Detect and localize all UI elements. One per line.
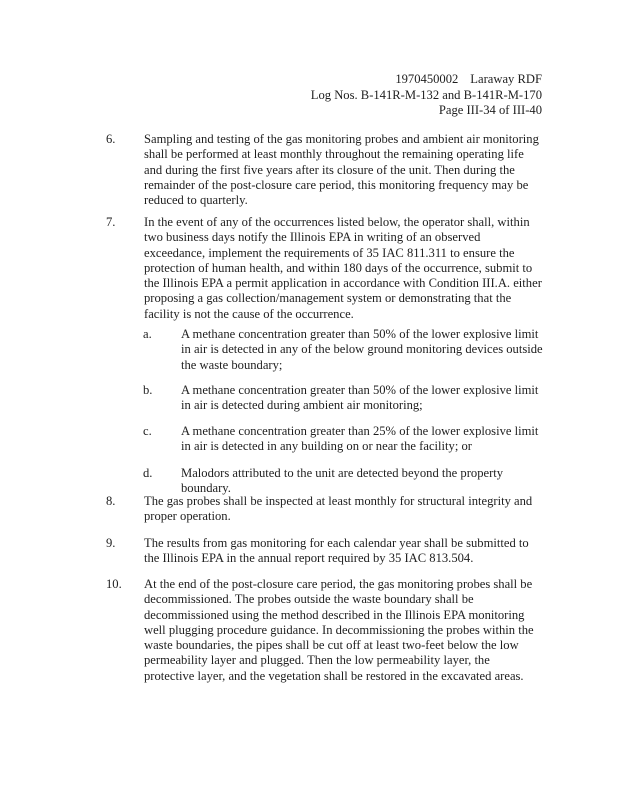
subitem-text: A methane concentration greater than 50% of the lower explosive limit in air is detected in any of the below ground monitoring devices outside the waste boundary; bbox=[181, 327, 543, 372]
item-text: In the event of any of the occurrences listed below, the operator shall, within two business days notify the Illinois EPA in writing of an observed exceedance, implement the requirements of 35 IAC 811.311 to ensure the protection of human health, and within 180 days of the occurrence, submit to the Illinois EPA a permit application in accordance with Condition III.A. either proposing a gas collection/management system or demonstrating that the facility is not the cause of the occurrence. bbox=[144, 215, 542, 321]
page-number: Page III-34 of III-40 bbox=[438, 103, 542, 117]
subitem-letter: c. bbox=[143, 424, 152, 438]
subitem-a bbox=[143, 327, 543, 373]
subitem-text: A methane concentration greater than 25% of the lower explosive limit in air is detected in any building on or near the facility; or bbox=[181, 424, 539, 454]
subitem-text: Malodors attributed to the unit are detected beyond the property boundary. bbox=[181, 466, 504, 496]
header-line-1 bbox=[311, 72, 542, 88]
item-number: 9. bbox=[106, 536, 116, 550]
item-number: 7. bbox=[106, 215, 116, 229]
item-number: 6. bbox=[106, 132, 116, 146]
subitem-letter: a. bbox=[143, 327, 152, 341]
condition-item-7 bbox=[106, 215, 542, 322]
subitem-letter: b. bbox=[143, 383, 153, 397]
item-number: 8. bbox=[106, 494, 116, 508]
log-numbers: Log Nos. B-141R-M-132 and B-141R-M-170 bbox=[310, 87, 542, 102]
document-id: 1970450002 bbox=[395, 72, 459, 86]
condition-item-6 bbox=[106, 132, 542, 208]
item-number: 10. bbox=[106, 577, 122, 591]
subitem-d bbox=[143, 466, 543, 497]
subitem-letter: d. bbox=[143, 466, 153, 480]
item-text: Sampling and testing of the gas monitoring probes and ambient air monitoring shall be performed at least monthly throughout the remaining operating life and during the first five years after its closure of the unit. Then during the remainder of the post-closure care period, this monitoring frequency may be reduced to quarterly. bbox=[144, 132, 539, 208]
condition-item-10 bbox=[106, 577, 542, 684]
condition-item-9 bbox=[106, 536, 542, 567]
item-text: The gas probes shall be inspected at least monthly for structural integrity and proper operation. bbox=[144, 494, 533, 524]
subitem-b bbox=[143, 383, 543, 414]
subitem-text: A methane concentration greater than 50% of the lower explosive limit in air is detected during ambient air monitoring; bbox=[181, 383, 539, 413]
subitem-c bbox=[143, 424, 543, 455]
page-header bbox=[311, 72, 542, 119]
item-text: At the end of the post-closure care period, the gas monitoring probes shall be decommissioned. The probes outside the waste boundary shall be decommissioned using the method described in the Illinois EPA monitoring well plugging procedure guidance. In decommissioning the probes within the waste boundaries, the pipes shall be cut off at least two-feet below the low permeability layer and plugged. Then the low permeability layer, the protective layer, and the vegetation shall be restored in the excavated areas. bbox=[144, 577, 534, 683]
condition-item-8 bbox=[106, 494, 542, 525]
item-text: The results from gas monitoring for each calendar year shall be submitted to the Illinois EPA in the annual report required by 35 IAC 813.504. bbox=[144, 536, 529, 566]
facility-name: Laraway RDF bbox=[470, 72, 542, 86]
